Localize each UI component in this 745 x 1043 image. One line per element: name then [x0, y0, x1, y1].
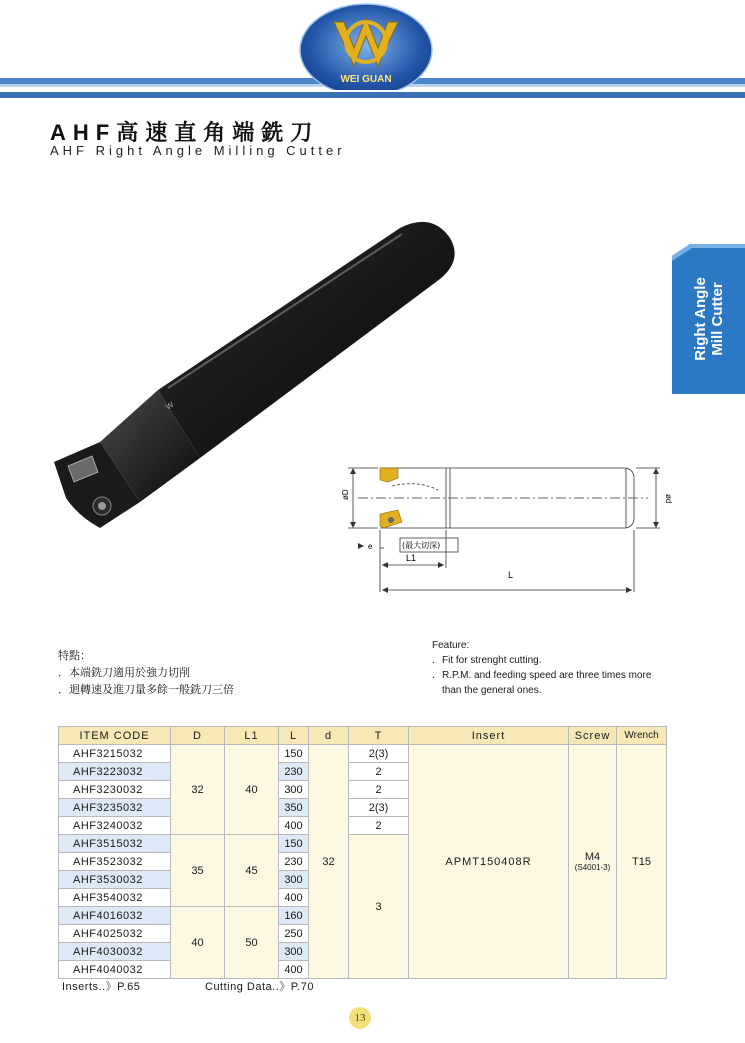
side-tab-line1: Right Angle [691, 277, 709, 361]
page-title-chinese: AHF高速直角端銑刀 [50, 120, 320, 145]
wrench-cell: T15 [617, 745, 667, 979]
item-code-cell: AHF3515032 [59, 835, 171, 853]
T-cell: 2 [349, 817, 409, 835]
L-cell: 150 [279, 835, 309, 853]
table-header-row [59, 727, 667, 745]
L-cell: 230 [279, 763, 309, 781]
T-cell-merged: 3 [349, 835, 409, 979]
table-row [59, 745, 667, 763]
L1-cell: 45 [225, 835, 279, 907]
L-cell: 300 [279, 781, 309, 799]
th-d: d [309, 727, 349, 745]
logo-text: WEI GUAN [340, 74, 392, 85]
th-screw: Screw [569, 727, 617, 745]
L-cell: 160 [279, 907, 309, 925]
L-cell: 400 [279, 961, 309, 979]
features-cn-item-2: ．迴轉速及進刀量多餘一般銑刀三倍 [58, 684, 234, 696]
wei-guan-logo [296, 0, 436, 90]
label-depth: (最大切深) [402, 541, 441, 550]
D-cell: 35 [171, 835, 225, 907]
label-L: L [508, 570, 514, 580]
features-english [432, 638, 651, 698]
item-code-cell: AHF3530032 [59, 871, 171, 889]
item-code-cell: AHF3215032 [59, 745, 171, 763]
L1-cell: 40 [225, 745, 279, 835]
label-D: øD [341, 489, 350, 500]
features-en-item-1: ．Fit for strenght cutting. [432, 655, 542, 666]
label-e: e [368, 542, 373, 551]
item-code-cell: AHF3540032 [59, 889, 171, 907]
header-band-lower [0, 92, 745, 98]
L-cell: 250 [279, 925, 309, 943]
th-L: L [279, 727, 309, 745]
insert-cell: APMT150408R [409, 745, 569, 979]
features-en-item-2a: ．R.P.M. and feeding speed are three times more [432, 670, 652, 681]
th-D: D [171, 727, 225, 745]
side-tab [672, 244, 745, 394]
cutting-data-reference: Cutting Data..》P.70 [205, 981, 314, 993]
D-cell: 40 [171, 907, 225, 979]
page-number: 13 [349, 1007, 371, 1029]
T-cell: 2(3) [349, 745, 409, 763]
technical-drawing [338, 460, 678, 600]
item-code-cell: AHF3235032 [59, 799, 171, 817]
features-en-item-2b: than the general ones. [442, 685, 542, 696]
item-code-cell: AHF3223032 [59, 763, 171, 781]
L-cell: 400 [279, 817, 309, 835]
T-cell: 2 [349, 763, 409, 781]
item-code-cell: AHF4025032 [59, 925, 171, 943]
item-code-cell: AHF3240032 [59, 817, 171, 835]
item-code-cell: AHF3523032 [59, 853, 171, 871]
features-en-heading: Feature: [432, 640, 470, 651]
spec-table [58, 726, 667, 979]
T-cell: 2(3) [349, 799, 409, 817]
page-title-english: AHF Right Angle Milling Cutter [50, 143, 346, 158]
L-cell: 300 [279, 943, 309, 961]
L-cell: 350 [279, 799, 309, 817]
label-d: ød [664, 494, 673, 504]
features-chinese [58, 648, 234, 699]
svg-text:W: W [164, 400, 176, 412]
inserts-reference: Inserts..》P.65 [62, 981, 141, 993]
th-L1: L1 [225, 727, 279, 745]
D-cell: 32 [171, 745, 225, 835]
label-L1: L1 [406, 553, 417, 563]
L-cell: 230 [279, 853, 309, 871]
item-code-cell: AHF4030032 [59, 943, 171, 961]
screw-value: M4 [584, 851, 601, 863]
L-cell: 150 [279, 745, 309, 763]
th-item-code: ITEM CODE [59, 727, 171, 745]
th-wrench: Wrench [617, 727, 667, 745]
side-tab-line2: Mill Cutter [708, 282, 726, 356]
item-code-cell: AHF4016032 [59, 907, 171, 925]
T-cell: 2 [349, 781, 409, 799]
screw-sub: (S4001-3) [574, 863, 611, 872]
features-cn-item-1: ．本端銑刀適用於強力切削 [58, 667, 190, 679]
features-cn-heading: 特點： [58, 650, 91, 662]
item-code-cell: AHF3230032 [59, 781, 171, 799]
L-cell: 400 [279, 889, 309, 907]
d-cell: 32 [309, 745, 349, 979]
th-T: T [349, 727, 409, 745]
L-cell: 300 [279, 871, 309, 889]
screw-cell [569, 745, 617, 979]
th-insert: Insert [409, 727, 569, 745]
item-code-cell: AHF4040032 [59, 961, 171, 979]
L1-cell: 50 [225, 907, 279, 979]
